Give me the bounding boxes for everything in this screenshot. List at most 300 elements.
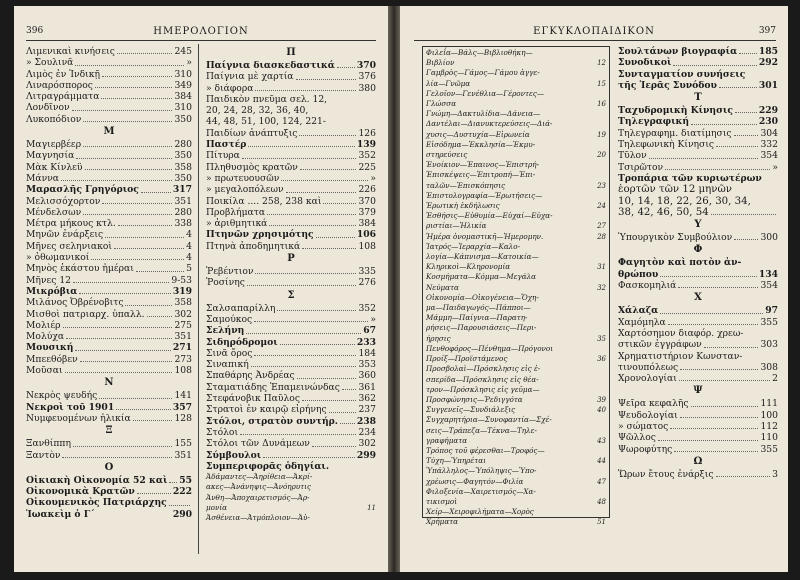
index-entry <box>26 241 192 252</box>
entry-label: Ποικίλα .... 258, 238 καὶ <box>206 195 322 207</box>
leader-dots <box>72 102 173 110</box>
etiquette-topics: Δαντέλαι—Διανυκτερεύσεις—Διά- <box>426 119 553 129</box>
entry-page: 3 <box>772 468 778 480</box>
etiquette-topics: Ὑπάλληλος—Ὑπόληψις—Ὑπο- <box>426 466 537 476</box>
etiquette-entry <box>426 109 606 119</box>
index-entry <box>618 362 778 373</box>
index-entry <box>206 116 376 127</box>
index-entry <box>618 280 778 291</box>
leader-dots <box>277 303 356 311</box>
index-entry <box>206 139 376 150</box>
index-entry <box>26 102 192 113</box>
leader-dots <box>248 139 354 147</box>
index-entry <box>618 232 778 243</box>
entry-page: 370 <box>358 195 376 207</box>
leader-dots <box>76 150 172 158</box>
entry-label: Μάννα <box>26 172 59 184</box>
etiquette-topics: Χείρ—Χειροφιλήματα—Χορὸς <box>426 507 534 517</box>
entry-page: » <box>370 313 376 325</box>
right-page <box>400 6 788 572</box>
entry-label: Ψῶλλος <box>618 432 656 444</box>
etiquette-topics: Βιβλίον <box>426 58 455 68</box>
entry-page: 108 <box>358 240 376 252</box>
leader-dots <box>680 410 759 418</box>
leader-dots <box>691 398 759 406</box>
entry-label: Οἰκονομικὰ Κρατῶν <box>26 486 135 498</box>
entry-label: Χάλαζα <box>618 305 659 317</box>
entry-label: Στρατοὶ ἐν καιρῷ εἰρήνης <box>206 404 327 416</box>
index-entry <box>26 354 192 365</box>
etiquette-topics: Προσβολαὶ—Πρόσκλησις εἰς ἐ- <box>426 364 541 374</box>
leader-dots <box>719 80 757 88</box>
entry-page: » <box>370 172 376 184</box>
leader-dots <box>280 337 355 345</box>
etiquette-page: 48 <box>597 497 606 506</box>
leader-dots <box>251 359 357 367</box>
index-entry <box>26 218 192 229</box>
index-entry <box>26 438 192 449</box>
entry-page: 310 <box>174 68 192 80</box>
entry-label: Ψωροφύτης <box>618 443 673 455</box>
entry-page: 237 <box>358 404 376 416</box>
leader-dots <box>734 128 759 136</box>
entry-label: Μέτρα μήκους κτλ. <box>26 218 116 230</box>
entry-label: Πίτυρα <box>206 150 240 162</box>
etiquette-page: 36 <box>597 355 606 364</box>
index-entry <box>618 317 778 328</box>
entry-label: » διάφορα <box>206 82 254 94</box>
entry-page: 110 <box>760 432 778 444</box>
section-letter: Ψ <box>693 385 703 397</box>
entry-label: Μοῦσαι <box>26 365 63 377</box>
entry-label: Ψευδολογίαι <box>618 409 678 421</box>
etiquette-page: 43 <box>597 436 606 445</box>
leader-dots <box>660 269 757 277</box>
index-entry <box>618 196 778 207</box>
index-entry <box>206 303 376 314</box>
etiquette-entry <box>426 466 606 476</box>
index-entry <box>206 184 376 195</box>
etiquette-topics: ταλῶν—Ἐπισκόπησις <box>426 180 506 190</box>
entry-label: Φασκομηλιά <box>618 280 677 292</box>
index-entry <box>26 207 192 218</box>
leader-dots <box>91 252 184 260</box>
index-entry <box>26 139 192 150</box>
entry-label: Ἰωακεὶμ ὁ Γ΄ <box>26 508 95 520</box>
index-entry <box>26 80 192 91</box>
entry-page: 361 <box>358 381 376 393</box>
entry-page: » <box>772 161 778 173</box>
leader-dots <box>310 105 374 113</box>
index-entry <box>26 402 192 413</box>
leader-dots <box>665 162 770 170</box>
index-entry <box>618 184 778 195</box>
etiquette-topics: Προίξ—Προϊστάμενος <box>426 354 508 364</box>
index-entry <box>26 162 192 173</box>
index-entry <box>618 46 778 57</box>
index-entry <box>206 382 376 393</box>
entry-page: 319 <box>172 285 192 297</box>
index-entry <box>26 196 192 207</box>
etiquette-topics: Οἰκονομία—Οἰκογένεια—Ὄχη- <box>426 292 539 302</box>
leader-dots <box>302 241 356 249</box>
section-letter: Φ <box>693 244 703 256</box>
entry-label: Ξαντὸν <box>26 449 61 461</box>
etiquette-page: 20 <box>597 151 606 160</box>
entry-label: Μισθοὶ πατριαρχ. ὑπαλλ. <box>26 308 145 320</box>
entry-label: Μαγιερβέερ <box>26 139 82 151</box>
index-subentry <box>206 513 376 523</box>
etiquette-page: 16 <box>597 100 606 109</box>
entry-page: 354 <box>760 150 778 162</box>
etiquette-page: 35 <box>597 334 606 343</box>
leader-dots <box>83 114 172 122</box>
index-entry <box>206 173 376 184</box>
entry-page: 332 <box>760 139 778 151</box>
leader-dots <box>691 116 757 124</box>
entry-page: 317 <box>172 184 192 196</box>
entry-page: 290 <box>172 508 192 520</box>
entry-page: 238 <box>356 415 376 427</box>
subentry-label: Ἀνθη—Ἀποχαιρετισμός—Ἀρ- <box>206 492 310 502</box>
index-entry <box>26 184 192 195</box>
index-entry <box>206 71 376 82</box>
entry-label: Νεκροὶ τοῦ 1901 <box>26 401 115 413</box>
index-entry <box>618 139 778 150</box>
entry-page: 245 <box>174 46 192 57</box>
etiquette-topics: λία—Γνῶμα <box>426 78 471 88</box>
index-entry <box>26 486 192 497</box>
entry-page: 350 <box>174 113 192 125</box>
entry-label: Στεφάνοβικ Παῦλος <box>206 393 300 405</box>
index-entry <box>618 269 778 280</box>
entry-page: 108 <box>174 365 192 377</box>
entry-label: ἑορτῶν τῶν 12 μηνῶν <box>618 184 732 196</box>
index-entry <box>206 207 376 218</box>
etiquette-entry <box>426 242 606 252</box>
index-entry <box>26 229 192 240</box>
index-entry <box>26 263 192 274</box>
entry-label: Νυμφευομένων ἡλικία <box>26 412 131 424</box>
leader-dots <box>743 257 776 265</box>
index-entry <box>206 461 376 472</box>
subentry-page: 11 <box>367 503 376 512</box>
leader-dots <box>247 277 357 285</box>
entry-label: στικῶν ἐγγράφων <box>618 339 702 351</box>
entry-page: 308 <box>760 361 778 373</box>
index-entry <box>618 128 778 139</box>
index-entry <box>206 218 376 229</box>
etiquette-page: 12 <box>597 59 606 68</box>
etiquette-topics: Ἰατρός—Ἰεραρχία—Καλο- <box>426 241 520 251</box>
index-entry <box>26 150 192 161</box>
etiquette-page: 27 <box>597 222 606 231</box>
etiquette-entry <box>426 119 606 129</box>
index-entry <box>206 150 376 161</box>
entry-page: 355 <box>760 443 778 455</box>
index-entry <box>206 325 376 336</box>
subentry-label: Ἀδάμαντες—Ἀηρίθεια—Ἀκρί- <box>206 472 313 482</box>
leader-dots <box>99 390 172 398</box>
leader-dots <box>329 404 357 412</box>
leader-dots <box>673 57 756 65</box>
entry-page: 273 <box>174 353 192 365</box>
index-subentry <box>206 493 376 503</box>
etiquette-page: 47 <box>597 477 606 486</box>
index-entry <box>26 286 192 297</box>
subentry-label: ακες—Ἀνάνηψις—Ἀνόηρυτις <box>206 482 312 492</box>
leader-dots <box>80 354 173 362</box>
index-entry <box>206 241 376 252</box>
entry-label: » σώματος <box>618 421 669 433</box>
entry-page: 353 <box>358 359 376 371</box>
leader-dots <box>101 91 172 99</box>
index-entry <box>618 421 778 432</box>
entry-page: 338 <box>174 218 192 230</box>
index-entry <box>206 128 376 139</box>
etiquette-topics: Ἡμέρα ὀνομαστικῆ—Ἡμερομην. <box>426 231 544 241</box>
entry-label: Λιτραγράμματα <box>26 91 100 103</box>
index-entry <box>206 359 376 370</box>
leader-dots <box>102 196 172 204</box>
etiquette-entry <box>426 344 606 354</box>
index-subentry <box>206 482 376 492</box>
etiquette-topics: γραφήματα <box>426 435 468 445</box>
leader-dots <box>660 305 763 313</box>
etiquette-entry <box>426 385 606 395</box>
leader-dots <box>85 162 173 170</box>
entry-page: 310 <box>174 102 192 114</box>
etiquette-entry <box>426 415 606 425</box>
entry-page: 301 <box>758 79 778 91</box>
section-letter: Ξ <box>105 425 113 437</box>
etiquette-entry <box>426 150 606 160</box>
entry-label: Στόλοι <box>206 426 239 438</box>
leader-dots <box>102 69 172 77</box>
left-page-header: ΗΜΕΡΟΛΟΓΙΟΝ <box>153 26 249 37</box>
etiquette-entry <box>426 354 606 364</box>
section-letter: Ω <box>693 455 703 467</box>
leader-dots <box>125 297 172 305</box>
leader-dots <box>65 365 173 373</box>
entry-page: 304 <box>760 127 778 139</box>
leader-dots <box>281 173 368 181</box>
leader-dots <box>75 57 184 65</box>
etiquette-topics: Φιλεΐα—Βάλς—Βιβλιοθήκη— <box>426 48 533 57</box>
entry-label: Μολύχα <box>26 331 65 343</box>
entry-label: Σπαθάρης Ἀνδρέας <box>206 370 295 382</box>
entry-page: 358 <box>174 297 192 309</box>
etiquette-entry <box>426 89 606 99</box>
entry-label: Τροπάρια τῶν κυριωτέρων <box>618 172 762 184</box>
etiquette-topics: λογία—Κάπνισμα—Κατοικία— <box>426 252 539 262</box>
leader-dots <box>753 196 776 204</box>
leader-dots <box>73 438 172 446</box>
entry-label: Λιναρόσπορος <box>26 79 93 91</box>
etiquette-page: 23 <box>597 181 606 190</box>
index-entry <box>618 80 778 91</box>
index-entry <box>26 390 192 401</box>
index-entry <box>206 83 376 94</box>
entry-page: 5 <box>186 263 192 275</box>
index-entry <box>618 339 778 350</box>
entry-label: » ἀριθμητικά <box>206 218 268 230</box>
entry-page: 280 <box>174 206 192 218</box>
entry-label: Μηνὸς ἑκάστου ἡμέραι <box>26 263 134 275</box>
leader-dots <box>329 94 374 102</box>
entry-label: Προβλήματα <box>206 206 266 218</box>
etiquette-page: 31 <box>597 263 606 272</box>
entry-page: 360 <box>358 370 376 382</box>
section-letter: Τ <box>694 92 702 104</box>
leader-dots <box>105 229 184 237</box>
leader-dots <box>79 286 170 294</box>
etiquette-topics: τικισμοὶ <box>426 496 458 506</box>
etiquette-topics: Γνώμη—Δακτυλίδια—Δάνεια— <box>426 109 541 119</box>
leader-dots <box>296 71 357 79</box>
entry-label: » Σουλινᾶ <box>26 57 74 69</box>
leader-dots <box>716 139 758 147</box>
etiquette-entry <box>426 262 606 272</box>
entry-label: Οἰκιακὴ Οἰκονομία 52 καὶ <box>26 474 168 486</box>
section-letter: Ν <box>104 377 114 389</box>
entry-page: 349 <box>174 79 192 91</box>
leader-dots <box>679 373 770 381</box>
etiquette-entry <box>426 130 606 140</box>
entry-page: 97 <box>765 305 778 317</box>
etiquette-topics: ρήσεις—Παρουσιάσεις—Περι- <box>426 323 537 333</box>
section-letter: Ο <box>104 461 114 473</box>
entry-label: Τσιρῶτον <box>618 161 664 173</box>
etiquette-entry <box>426 313 606 323</box>
index-entry <box>26 331 192 342</box>
entry-label: Τῦλον <box>618 150 647 162</box>
leader-dots <box>62 450 172 458</box>
leader-dots <box>745 328 776 336</box>
entry-page: 275 <box>174 319 192 331</box>
entry-page: 111 <box>760 398 778 410</box>
etiquette-page: 24 <box>597 202 606 211</box>
leader-dots <box>66 331 172 339</box>
entry-label: Ξανθίππη <box>26 438 71 450</box>
leader-dots <box>255 83 356 91</box>
etiquette-entry <box>426 375 606 385</box>
left-header-rule <box>26 40 376 41</box>
entry-label: Χαρτόσημον διαφόρ. χρεω- <box>618 327 744 339</box>
entry-label: Ταχυδρομικὴ Κίνησις <box>618 105 733 117</box>
index-entry <box>26 275 192 286</box>
entry-label: 38, 42, 46, 50, 54 <box>618 206 709 218</box>
etiquette-topics: Γαμβρὸς—Γάμος—Γάμου ἀγγε- <box>426 68 540 78</box>
etiquette-topics: Προσφώνησις—Ῥεδιγγότα <box>426 394 523 404</box>
etiquette-entry <box>426 497 606 507</box>
right-index-column-1 <box>426 48 606 528</box>
etiquette-entry <box>426 99 606 109</box>
etiquette-topics: Φιλοξενία—Χαιρετισμός—Χα- <box>426 486 536 496</box>
index-entry <box>26 297 192 308</box>
entry-page: 128 <box>174 412 192 424</box>
entry-label: Συνταγματίον συνήσεις <box>618 68 746 80</box>
leader-dots <box>169 475 177 483</box>
entry-page: 355 <box>760 316 778 328</box>
entry-page: 4 <box>186 252 192 264</box>
leader-dots <box>328 116 374 124</box>
leader-dots <box>704 339 759 347</box>
leader-dots <box>95 80 173 88</box>
index-entry <box>206 450 376 461</box>
left-index-column-2 <box>206 46 376 523</box>
entry-label: » μεγαλοπόλεων <box>206 184 284 196</box>
index-entry <box>26 91 192 102</box>
entry-page: 233 <box>356 336 376 348</box>
left-column-divider <box>198 44 199 554</box>
left-page <box>14 6 388 572</box>
entry-page: 300 <box>760 232 778 244</box>
etiquette-topics: σεις—Τράπεζα—Τέκνα—Τηλε- <box>426 425 537 435</box>
entry-page: 350 <box>174 150 192 162</box>
index-entry <box>618 57 778 68</box>
entry-page: 141 <box>174 390 192 402</box>
entry-page: 358 <box>174 161 192 173</box>
etiquette-page: 44 <box>597 457 606 466</box>
index-entry <box>618 469 778 480</box>
entry-label: Μαγνησία <box>26 150 75 162</box>
index-entry <box>206 404 376 415</box>
entry-label: Ὑπουργικὸν Συμβούλιον <box>618 232 733 244</box>
etiquette-entry <box>426 283 606 293</box>
etiquette-page: 39 <box>597 395 606 404</box>
entry-page: 357 <box>172 401 192 413</box>
leader-dots <box>118 218 173 226</box>
entry-page: 351 <box>174 449 192 461</box>
etiquette-topics: Κοσμήματα—Κόμμα—Μεγάλα <box>426 272 536 282</box>
entry-label: » πρωτευουσῶν <box>206 172 280 184</box>
entry-label: Ὥρων ἔτους ἐνάρξις <box>618 468 714 480</box>
entry-label: Πτηνῶν χρησιμότης <box>206 229 314 241</box>
etiquette-entry <box>426 181 606 191</box>
entry-page: 185 <box>758 46 778 57</box>
leader-dots <box>670 421 758 429</box>
right-header-rule <box>414 40 776 41</box>
entry-label: 20, 24, 28, 32, 36, 40, <box>206 105 309 117</box>
index-entry <box>206 337 376 348</box>
entry-label: Μουσική <box>26 342 74 354</box>
leader-dots <box>286 184 357 192</box>
section-letter: Ρ <box>287 253 295 265</box>
index-entry <box>26 342 192 353</box>
leader-dots <box>668 317 759 325</box>
section-letter: Υ <box>694 219 702 231</box>
entry-label: Χρονολογίαι <box>618 373 677 385</box>
entry-page: 222 <box>172 486 192 498</box>
leader-dots <box>246 325 361 333</box>
section-letter: Σ <box>287 289 295 301</box>
leader-dots <box>312 438 357 446</box>
right-index-column-2 <box>618 46 778 480</box>
etiquette-entry <box>426 170 606 180</box>
etiquette-topics: μα—Παιδαγωγός—Πάπποι— <box>426 303 531 313</box>
leader-dots <box>255 266 356 274</box>
entry-label: Σουλτάνων βιογραφία <box>618 46 738 57</box>
entry-label: Στόλοι τῶν Δυνάμεων <box>206 438 310 450</box>
entry-page: 292 <box>758 57 778 69</box>
entry-page: 379 <box>358 206 376 218</box>
book-gutter <box>388 6 400 572</box>
index-entry <box>618 410 778 421</box>
etiquette-topics: σπερίδα—Πρόσκλησις εἰς θέα- <box>426 374 539 384</box>
entry-label: Λιμὸς ἐν Ἰνδικῇ <box>26 68 100 80</box>
index-entry <box>206 438 376 449</box>
